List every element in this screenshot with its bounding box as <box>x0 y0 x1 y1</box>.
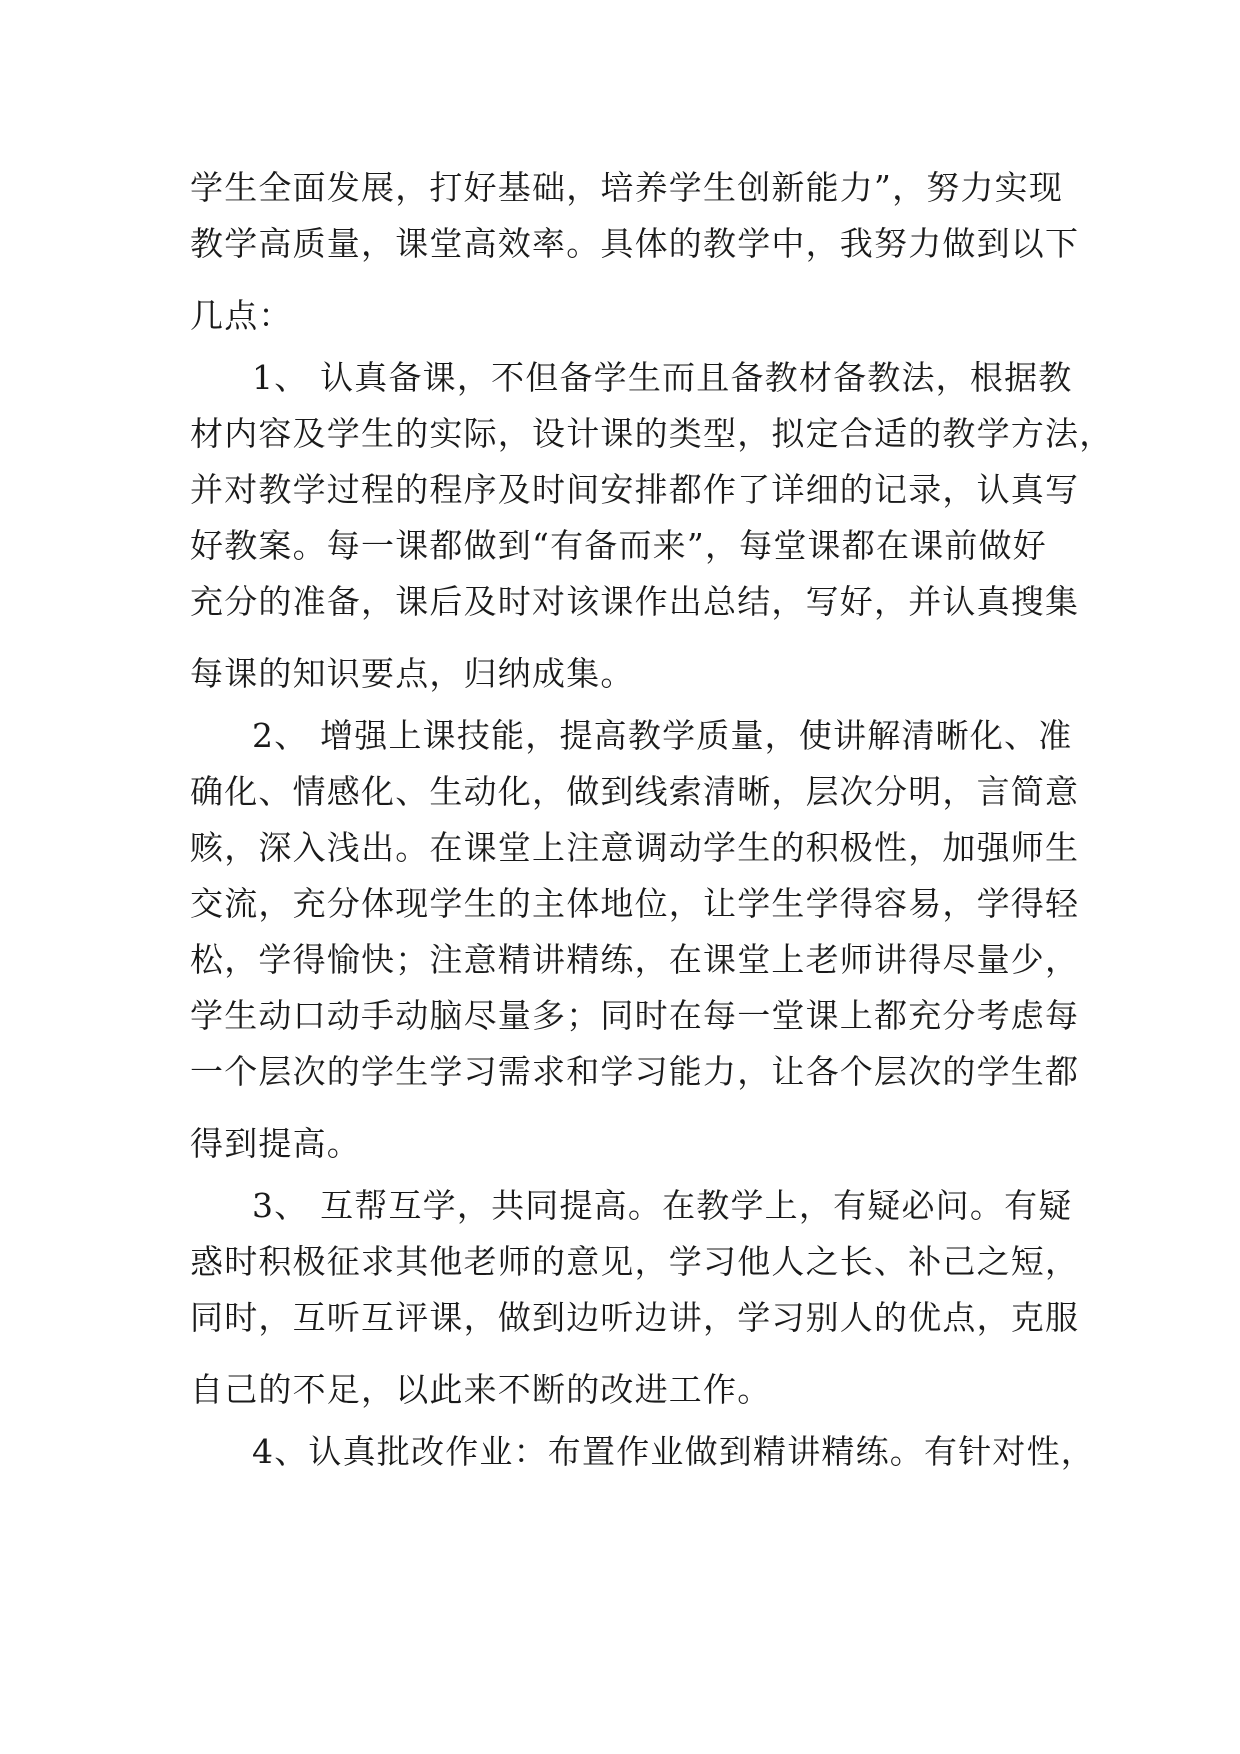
text-line: 并对教学过程的程序及时间安排都作了详细的记录，认真写 <box>190 470 1080 509</box>
text-line: 惑时积极征求其他老师的意见，学习他人之长、补己之短， <box>190 1242 1080 1281</box>
text-line: 学生动口动手动脑尽量多；同时在每一堂课上都充分考虑每 <box>190 996 1080 1035</box>
list-item-heading: 1、 认真备课，不但备学生而且备教材备教法，根据教 <box>252 358 1073 397</box>
text-line: 学生全面发展，打好基础，培养学生创新能力”，努力实现 <box>190 168 1064 207</box>
text-line: 材内容及学生的实际，设计课的类型，拟定合适的教学方法， <box>190 414 1114 453</box>
text-line: 好教案。每一课都做到“有备而来”，每堂课都在课前做好 <box>190 526 1047 565</box>
text-line: 交流，充分体现学生的主体地位，让学生学得容易，学得轻 <box>190 884 1080 923</box>
list-item-heading: 3、 互帮互学，共同提高。在教学上，有疑必问。有疑 <box>252 1186 1073 1225</box>
text-line: 几点： <box>190 296 293 335</box>
text-line: 一个层次的学生学习需求和学习能力，让各个层次的学生都 <box>190 1052 1080 1091</box>
list-item-heading: 4、认真批改作业：布置作业做到精讲精练。有针对性， <box>252 1432 1095 1471</box>
text-line: 确化、情感化、生动化，做到线索清晰，层次分明，言简意 <box>190 772 1080 811</box>
list-item-heading: 2、 增强上课技能，提高教学质量，使讲解清晰化、准 <box>252 716 1073 755</box>
text-line: 每课的知识要点，归纳成集。 <box>190 654 635 693</box>
text-line: 充分的准备，课后及时对该课作出总结，写好，并认真搜集 <box>190 582 1080 621</box>
text-line: 自己的不足，以此来不断的改进工作。 <box>190 1370 772 1409</box>
text-line: 得到提高。 <box>190 1124 361 1163</box>
text-line: 赅，深入浅出。在课堂上注意调动学生的积极性，加强师生 <box>190 828 1080 867</box>
text-line: 松，学得愉快；注意精讲精练，在课堂上老师讲得尽量少， <box>190 940 1080 979</box>
text-line: 同时，互听互评课，做到边听边讲，学习别人的优点，克服 <box>190 1298 1080 1337</box>
text-line: 教学高质量，课堂高效率。具体的教学中，我努力做到以下 <box>190 224 1080 263</box>
